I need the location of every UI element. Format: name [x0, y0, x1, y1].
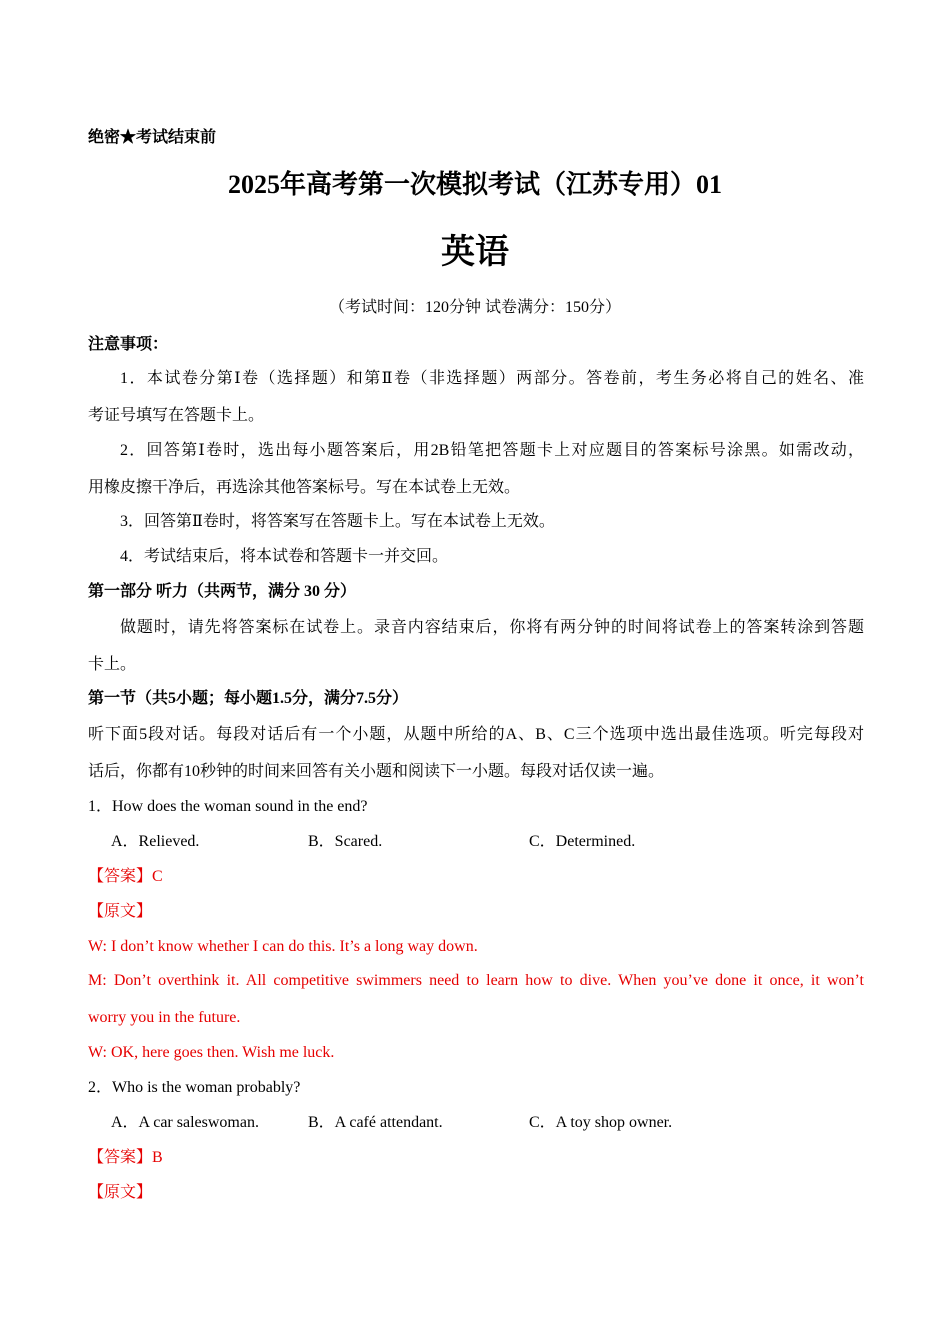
confidential-label: 绝密★考试结束前	[88, 129, 217, 146]
question-1-transcript-line-4: W: OK, here goes then. Wish me luck.	[88, 1044, 335, 1061]
question-1-option-a: A．Relieved.	[111, 833, 200, 850]
part1-heading: 第一部分 听力（共两节，满分 30 分）	[88, 583, 357, 600]
question-1-transcript-line-1: W: I don’t know whether I can do this. It’s a long way down.	[88, 938, 478, 955]
section1-instruction-line-2: 话后，你都有10秒钟的时间来回答有关小题和阅读下一小题。每段对话仅读一遍。	[88, 763, 665, 780]
note-2-line-2: 用橡皮擦干净后，再选涂其他答案标号。写在本试卷上无效。	[88, 479, 521, 496]
note-4: 4．考试结束后，将本试卷和答题卡一并交回。	[120, 548, 449, 565]
question-1-answer: 【答案】C	[88, 868, 163, 885]
note-1-line-2: 考证号填写在答题卡上。	[88, 407, 265, 424]
notes-heading: 注意事项：	[88, 336, 169, 353]
question-2-option-c: C．A toy shop owner.	[529, 1114, 673, 1131]
section1-instruction-line-1: 听下面5段对话。每段对话后有一个小题，从题中所给的A、B、C三个选项中选出最佳选项。听完每段对	[88, 726, 864, 743]
part1-instruction-line-1: 做题时，请先将答案标在试卷上。录音内容结束后，你将有两分钟的时间将试卷上的答案转涂到答题	[120, 619, 864, 636]
part1-instruction-line-2: 卡上。	[88, 656, 137, 673]
question-1-transcript-line-3: worry you in the future.	[88, 1009, 241, 1026]
exam-info: （考试时间：120分钟 试卷满分：150分）	[328, 299, 621, 316]
question-2-option-b: B．A café attendant.	[308, 1114, 443, 1131]
question-1-transcript-line-2: M: Don’t overthink it. All competitive swimmers need to learn how to dive. When you’ve done it once, it won’t	[88, 972, 864, 989]
note-3: 3．回答第Ⅱ卷时，将答案写在答题卡上。写在本试卷上无效。	[120, 513, 555, 530]
subject-title: 英语	[441, 234, 509, 271]
note-1-line-1: 1．本试卷分第Ⅰ卷（选择题）和第Ⅱ卷（非选择题）两部分。答卷前，考生务必将自己的姓名、准	[120, 370, 864, 387]
question-2-option-a: A．A car saleswoman.	[111, 1114, 259, 1131]
question-2-transcript-label: 【原文】	[88, 1184, 153, 1201]
question-1-transcript-label: 【原文】	[88, 903, 153, 920]
question-1-option-b: B．Scared.	[308, 833, 383, 850]
question-2-stem: 2．Who is the woman probably?	[88, 1079, 301, 1096]
exam-title: 2025年高考第一次模拟考试（江苏专用）01	[227, 170, 722, 199]
note-2-line-1: 2．回答第Ⅰ卷时，选出每小题答案后，用2B铅笔把答题卡上对应题目的答案标号涂黑。如需改动，	[120, 442, 864, 459]
question-2-answer: 【答案】B	[88, 1149, 163, 1166]
question-1-stem: 1．How does the woman sound in the end?	[88, 798, 368, 815]
section1-heading: 第一节（共5小题；每小题1.5分，满分7.5分）	[88, 690, 409, 707]
question-1-option-c: C．Determined.	[529, 833, 636, 850]
